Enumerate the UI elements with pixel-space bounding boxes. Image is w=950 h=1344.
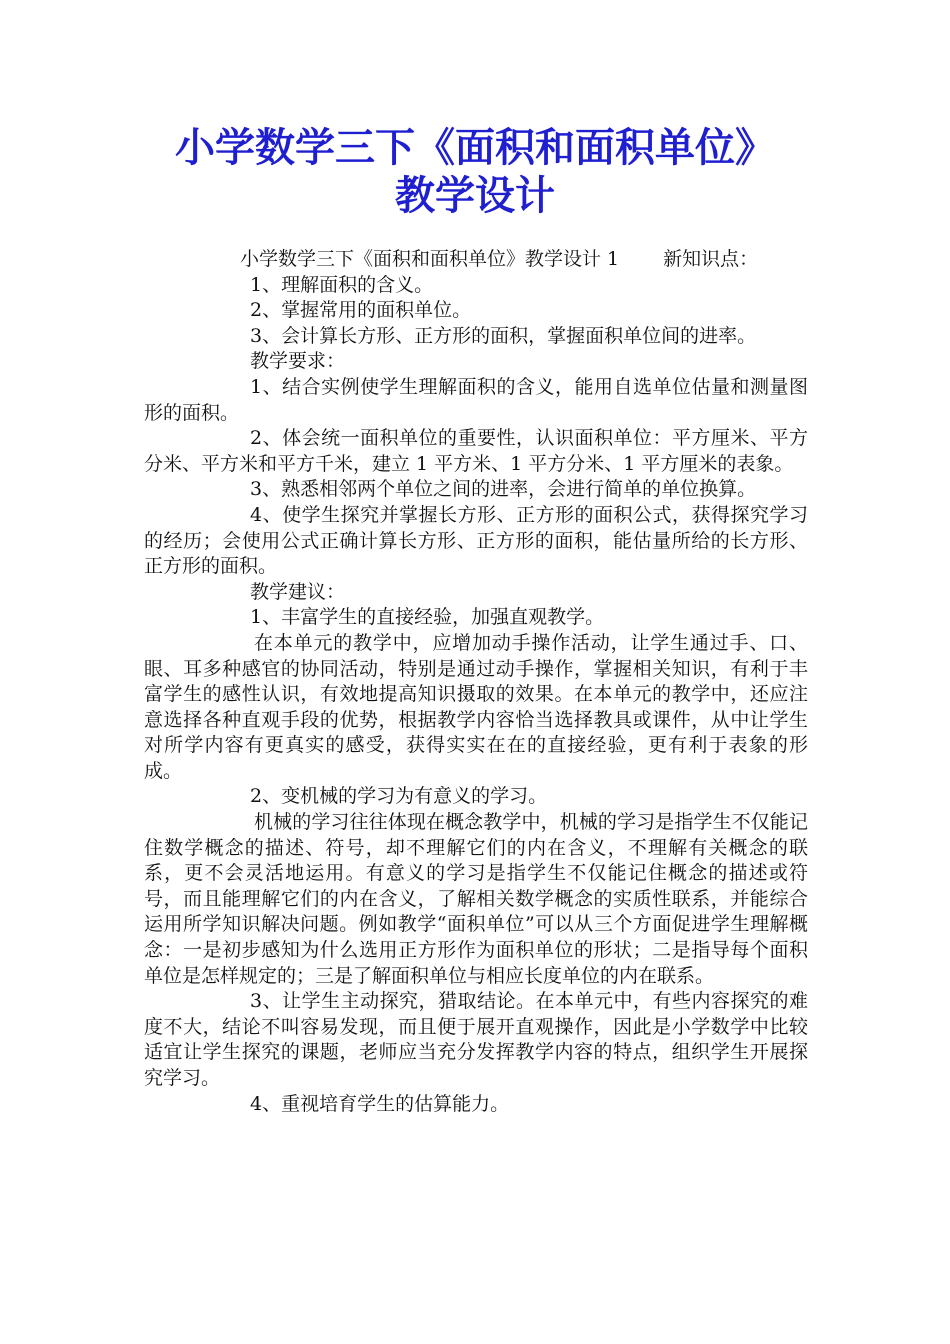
knowledge-point-3: 3、会计算长方形、正方形的面积，掌握面积单位间的进率。 (250, 324, 757, 347)
suggestion-1: 1、丰富学生的直接经验，加强直观教学。 (250, 606, 605, 629)
knowledge-point-1: 1、理解面积的含义。 (250, 273, 434, 296)
section-heading-suggestions: 教学建议： (250, 580, 346, 603)
requirement-4: 4、使学生探究并掌握长方形、正方形的面积公式，获得探究学习的经历；会使用公式正确计算长方形、正方形的面积，能估量所给的长方形、正方形的面积。 (144, 503, 808, 578)
title-line-2: 教学设计 (395, 172, 555, 219)
document-title (130, 124, 820, 220)
suggestion-3: 3、让学生主动探究，猎取结论。在本单元中，有些内容探究的难度不大，结论不叫容易发现，而且便于展开直观操作，因此是小学数学中比较适宜让学生探究的课题，老师应当充分发挥教学内容的特点，组织学生开展探究学习。 (144, 990, 808, 1089)
requirement-3: 3、熟悉相邻两个单位之间的进率，会进行简单的单位换算。 (250, 478, 757, 501)
suggestion-4: 4、重视培育学生的估算能力。 (250, 1092, 510, 1115)
intro-paragraph: 小学数学三下《面积和面积单位》教学设计 1 新知识点： (240, 248, 759, 270)
knowledge-point-2: 2、掌握常用的面积单位。 (250, 299, 472, 322)
suggestion-1-body: 在本单元的教学中，应增加动手操作活动，让学生通过手、口、眼、耳多种感官的协同活动，特别是通过动手操作，掌握相关知识，有利于丰富学生的感性认识，有效地提高知识摄取的效果。在本单元的教学中，还应注意选择各种直观手段的优势，根据教学内容恰当选择教具或课件，从中让学生对所学内容有更真实的感受，获得实实在在的直接经验，更有利于表象的形成。 (144, 631, 808, 782)
section-heading-requirements: 教学要求： (250, 350, 346, 373)
suggestion-2-body: 机械的学习往往体现在概念教学中，机械的学习是指学生不仅能记住数学概念的描述、符号，却不理解它们的内在含义，不理解有关概念的联系，更不会灵活地运用。有意义的学习是指学生不仅能记住概念的描述或符号，而且能理解它们的内在含义，了解相关数学概念的实质性联系，并能综合运用所学知识解决问题。例如教学“面积单位”可以从三个方面促进学生理解概念：一是初步感知为什么选用正方形作为面积单位的形状；二是指导每个面积单位是怎样规定的；三是了解面积单位与相应长度单位的内在联系。 (144, 811, 808, 987)
title-line-1: 小学数学三下《面积和面积单位》 (175, 124, 775, 171)
document-body (144, 247, 808, 1117)
requirement-2: 2、体会统一面积单位的重要性，认识面积单位：平方厘米、平方分米、平方米和平方千米，建立 1 平方米、1 平方分米、1 平方厘米的表象。 (144, 427, 808, 475)
requirement-1: 1、结合实例使学生理解面积的含义，能用自选单位估量和测量图形的面积。 (144, 375, 808, 424)
suggestion-2: 2、变机械的学习为有意义的学习。 (250, 785, 548, 808)
